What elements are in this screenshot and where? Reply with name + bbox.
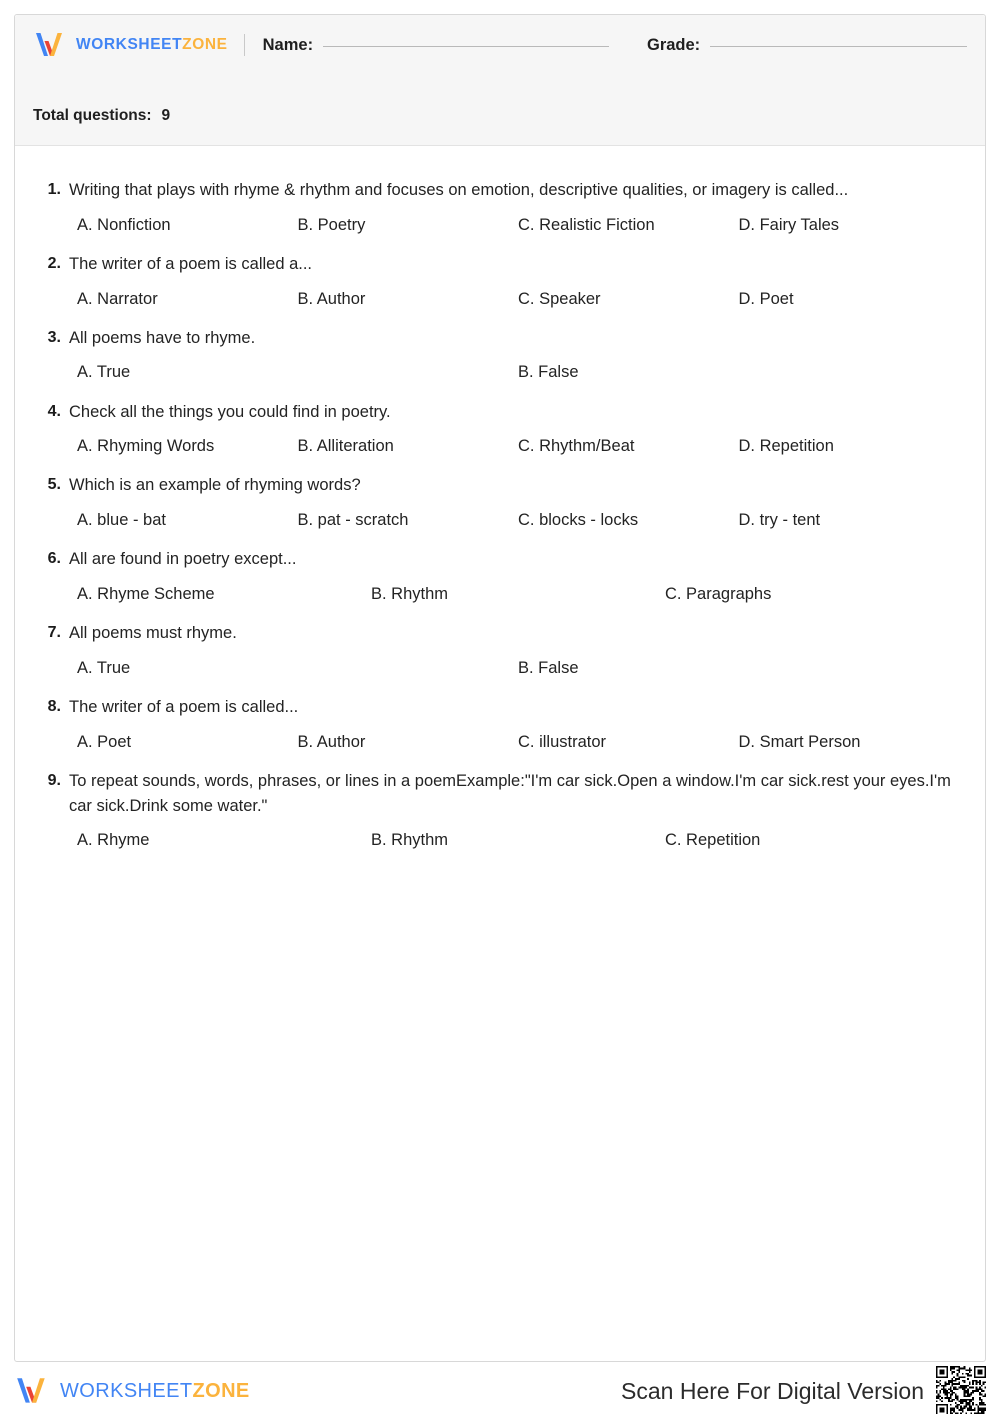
question-item: [41, 695, 959, 754]
question-number: 9.: [47, 771, 61, 789]
answer-option[interactable]: D. try - tent: [738, 511, 821, 530]
answer-options: [41, 657, 959, 680]
answer-option-empty: [298, 361, 519, 384]
question-text: The writer of a poem is called a...: [69, 254, 313, 273]
answer-option[interactable]: B. Poetry: [297, 215, 366, 234]
answer-option-empty: [739, 657, 960, 680]
answer-options: [41, 214, 959, 237]
grade-label: Grade:: [647, 35, 701, 54]
question-text: All are found in poetry except...: [69, 550, 297, 569]
answer-option[interactable]: A. Rhyme: [77, 831, 150, 850]
brand-word-zone: ZONE: [182, 36, 228, 53]
answer-option[interactable]: B. pat - scratch: [297, 511, 409, 530]
total-questions: [33, 107, 170, 125]
answer-option[interactable]: B. Alliteration: [297, 437, 394, 456]
question-item: [41, 326, 959, 385]
question-text: To repeat sounds, words, phrases, or lines in a poemExample:"I'm car sick.Open a window.I'm car sick.rest your eyes.I'm car sick.Drink some water.": [69, 771, 951, 815]
answer-option[interactable]: A. Nonfiction: [77, 215, 171, 234]
question-line: [41, 326, 959, 351]
answer-option[interactable]: D. Fairy Tales: [738, 215, 840, 234]
question-item: [41, 547, 959, 606]
question-item: [41, 252, 959, 311]
question-line: [41, 178, 959, 203]
grade-input-rule[interactable]: [710, 46, 967, 47]
question-number: 6.: [47, 550, 61, 568]
answer-option[interactable]: B. False: [518, 658, 579, 677]
question-text: Writing that plays with rhyme & rhythm and focuses on emotion, descriptive qualities, or imagery is called...: [69, 181, 849, 199]
question-line: [41, 547, 959, 572]
answer-option[interactable]: C. illustrator: [518, 732, 607, 751]
question-line: [41, 621, 959, 646]
question-number: 4.: [47, 402, 61, 420]
worksheet-sheet: [14, 14, 986, 1362]
answer-option[interactable]: C. Repetition: [664, 831, 761, 850]
total-questions-label: Total questions:: [33, 107, 152, 124]
answer-option[interactable]: B. Author: [297, 732, 366, 751]
question-item: [41, 178, 959, 237]
footer-scan-area: [621, 1366, 986, 1414]
question-number: 3.: [47, 328, 61, 346]
worksheet-footer: [14, 1368, 986, 1414]
answer-option[interactable]: B. Rhythm: [370, 584, 449, 603]
qr-code-icon[interactable]: [936, 1366, 986, 1414]
question-text: All poems have to rhyme.: [69, 328, 256, 347]
header-top-row: [15, 15, 985, 75]
answer-option[interactable]: D. Poet: [738, 289, 794, 308]
answer-option[interactable]: A. Narrator: [77, 289, 158, 308]
footer-brand-word-worksheet: WORKSHEET: [60, 1379, 193, 1402]
worksheet-zone-logo-icon: [33, 30, 67, 60]
footer-brand-word-zone: ZONE: [192, 1379, 250, 1402]
answer-option[interactable]: A. Rhyme Scheme: [77, 584, 215, 603]
answer-option[interactable]: B. False: [518, 363, 579, 382]
brand-word-worksheet: WORKSHEET: [76, 36, 183, 53]
answer-option[interactable]: C. Speaker: [518, 289, 601, 308]
answer-option-empty: [298, 657, 519, 680]
question-text: The writer of a poem is called...: [69, 697, 299, 716]
answer-option[interactable]: C. Paragraphs: [664, 584, 772, 603]
question-line: [41, 769, 959, 819]
worksheet-zone-logo-icon: [14, 1375, 50, 1407]
question-number: 7.: [47, 624, 61, 642]
question-line: [41, 695, 959, 720]
answer-option[interactable]: B. Rhythm: [370, 831, 449, 850]
brand-wordmark: [76, 36, 228, 54]
worksheet-header: [15, 15, 985, 146]
answer-option[interactable]: A. Rhyming Words: [77, 437, 215, 456]
footer-brand-wordmark: [60, 1380, 250, 1403]
answer-options: [41, 361, 959, 384]
header-divider: [244, 34, 245, 56]
question-number: 1.: [47, 181, 61, 198]
answer-option[interactable]: C. blocks - locks: [518, 511, 639, 530]
answer-options: [41, 829, 959, 852]
question-item: [41, 473, 959, 532]
answer-option[interactable]: A. Poet: [77, 732, 132, 751]
answer-option[interactable]: A. True: [77, 363, 131, 382]
scan-here-text: Scan Here For Digital Version: [621, 1377, 924, 1404]
question-number: 2.: [47, 254, 61, 272]
name-label: Name:: [262, 35, 314, 54]
answer-options: [41, 509, 959, 532]
question-item: [41, 400, 959, 459]
answer-option[interactable]: D. Smart Person: [738, 732, 861, 751]
answer-options: [41, 435, 959, 458]
answer-option-empty: [739, 361, 960, 384]
total-questions-count: 9: [161, 107, 171, 124]
answer-options: [41, 288, 959, 311]
name-field[interactable]: [263, 36, 609, 55]
answer-option[interactable]: C. Realistic Fiction: [518, 215, 655, 234]
answer-option[interactable]: A. blue - bat: [77, 511, 166, 530]
footer-brand: [14, 1375, 250, 1407]
question-item: [41, 769, 959, 853]
question-line: [41, 400, 959, 425]
answer-option[interactable]: D. Repetition: [738, 437, 834, 456]
answer-option[interactable]: A. True: [77, 658, 131, 677]
question-text: Check all the things you could find in poetry.: [69, 402, 391, 421]
question-line: [41, 473, 959, 498]
question-number: 5.: [47, 476, 61, 494]
question-number: 8.: [47, 697, 61, 715]
question-text: Which is an example of rhyming words?: [69, 476, 361, 495]
question-item: [41, 621, 959, 680]
answer-options: [41, 731, 959, 754]
answer-option[interactable]: C. Rhythm/Beat: [518, 437, 635, 456]
question-line: [41, 252, 959, 277]
answer-options: [41, 583, 959, 606]
name-input-rule[interactable]: [323, 46, 609, 47]
questions-list: [15, 146, 985, 852]
question-text: All poems must rhyme.: [69, 624, 237, 643]
answer-option[interactable]: B. Author: [297, 289, 366, 308]
grade-field[interactable]: [647, 36, 967, 55]
